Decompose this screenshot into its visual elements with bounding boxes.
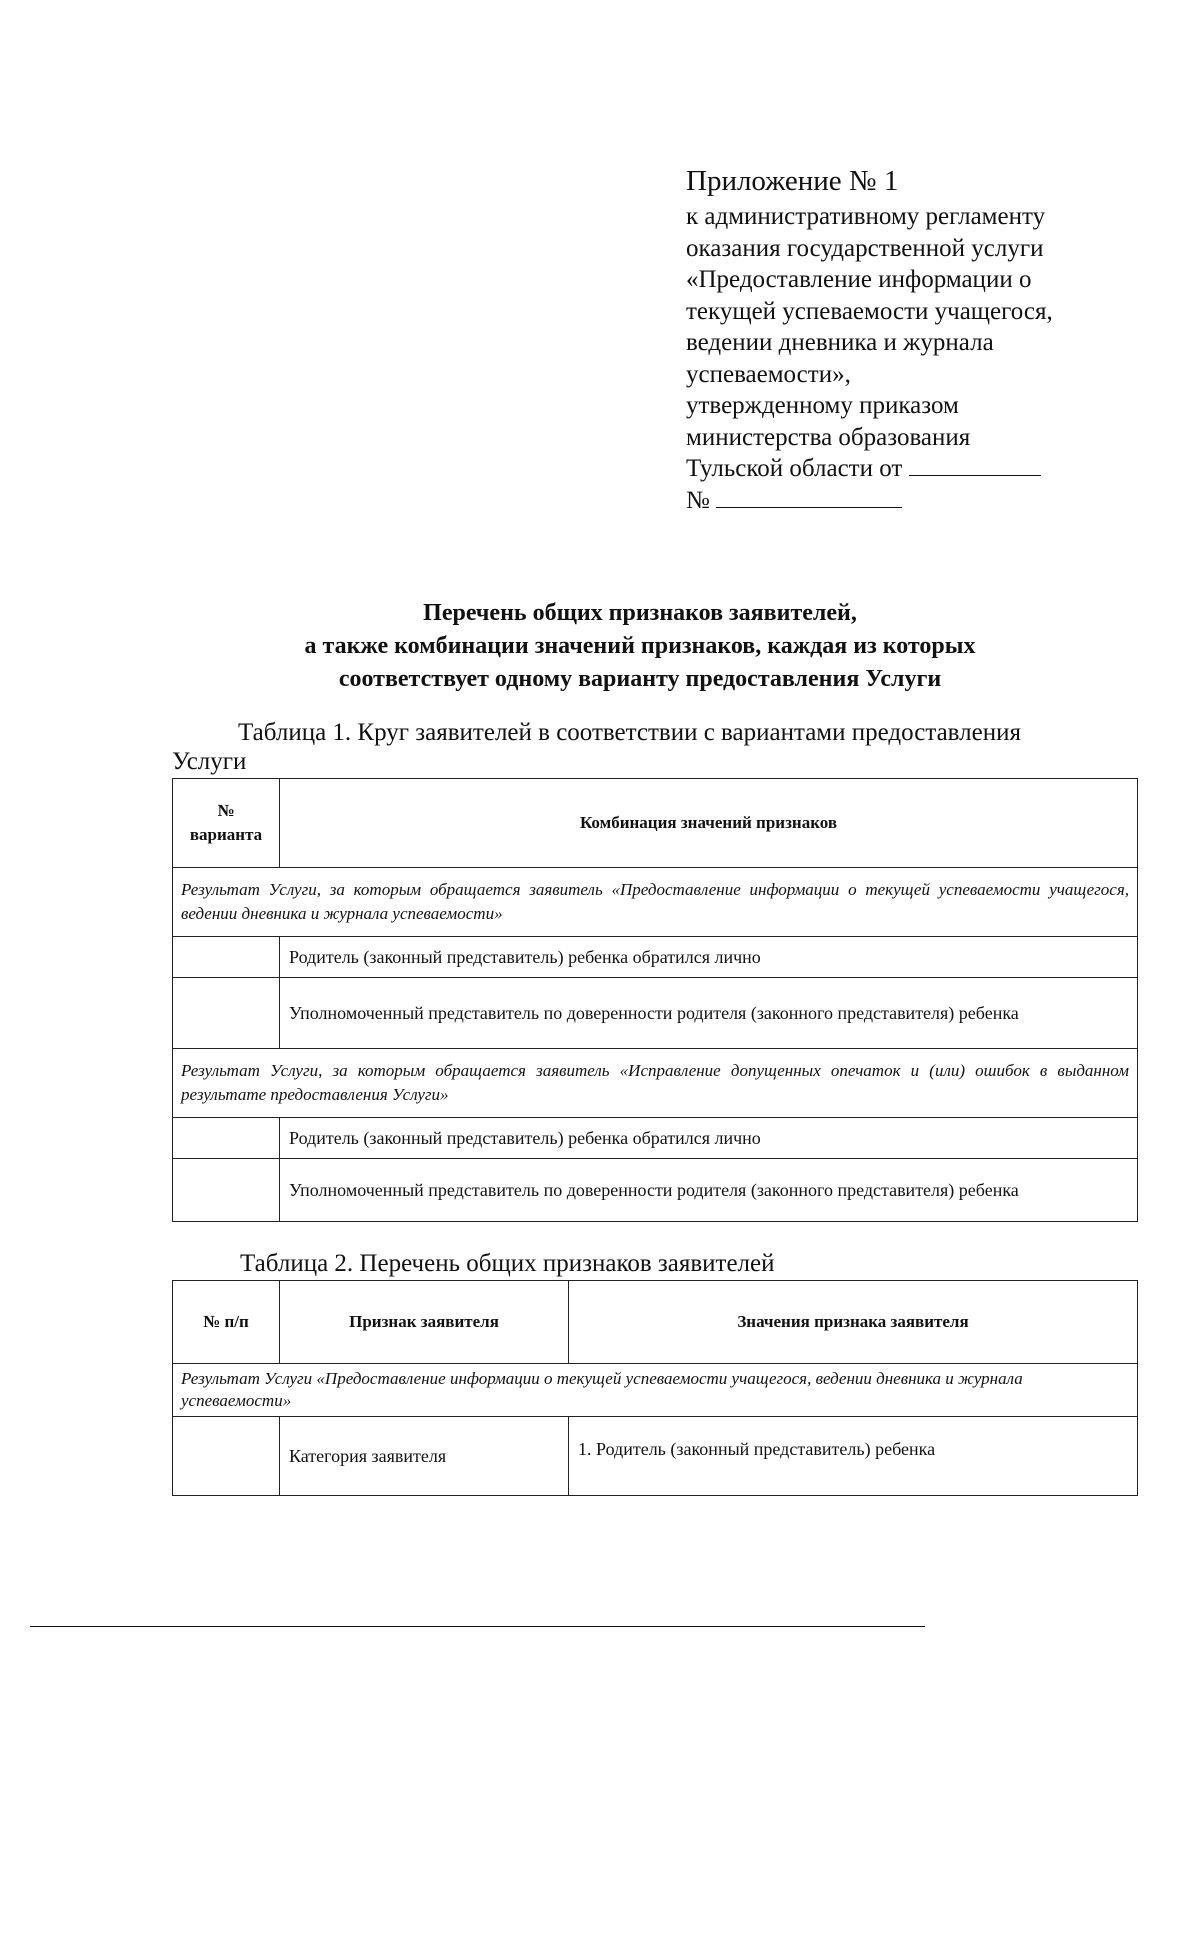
appendix-line: текущей успеваемости учащегося, xyxy=(686,297,1053,325)
document-heading xyxy=(150,597,1130,696)
table1-caption xyxy=(172,718,1112,776)
appendix-line: «Предоставление информации о xyxy=(686,266,1032,293)
appendix-title: Приложение № 1 xyxy=(686,165,899,197)
group-row xyxy=(173,868,1138,937)
table-header-row xyxy=(173,779,1138,868)
header-attribute-values: Значения признака заявителя xyxy=(569,1281,1138,1364)
table1-caption-line: Услуги xyxy=(172,748,247,775)
table-row xyxy=(173,1159,1138,1222)
combination-cell: Уполномоченный представитель по доверенности родителя (законного представителя) ребенка xyxy=(280,1159,1138,1222)
header-attribute: Признак заявителя xyxy=(280,1281,569,1364)
heading-line: а также комбинации значений признаков, каждая из которых xyxy=(304,633,976,659)
table-header-row xyxy=(173,1281,1138,1364)
date-blank xyxy=(909,453,1041,476)
heading-line: Перечень общих признаков заявителей, xyxy=(423,600,857,626)
variant-number-cell xyxy=(173,937,280,978)
appendix-line: министерства образования xyxy=(686,423,971,451)
group-row xyxy=(173,1049,1138,1118)
attribute-cell: Категория заявителя xyxy=(280,1417,569,1496)
table2-caption: Таблица 2. Перечень общих признаков заявителей xyxy=(240,1250,775,1277)
group-title: Результат Услуги, за которым обращается заявитель «Предоставление информации о текущей успеваемости учащегося, ведении дневника и журнала успеваемости» xyxy=(173,868,1138,937)
appendix-date-line xyxy=(686,453,1166,485)
group-row xyxy=(173,1364,1138,1417)
appendix-line: ведении дневника и журнала xyxy=(686,329,994,356)
number-blank xyxy=(716,485,902,508)
appendix-line: утвержденному приказом xyxy=(686,392,959,419)
header-combination: Комбинация значений признаков xyxy=(280,779,1138,868)
appendix-line: успеваемости», xyxy=(686,360,851,388)
table1-applicant-variants xyxy=(172,778,1138,1222)
combination-cell: Уполномоченный представитель по доверенности родителя (законного представителя) ребенка xyxy=(280,978,1138,1049)
table-row xyxy=(173,937,1138,978)
appendix-number-line xyxy=(686,485,1166,517)
header-variant-number: № варианта xyxy=(173,779,280,868)
row-number-cell xyxy=(173,1417,280,1496)
appendix-line: оказания государственной услуги xyxy=(686,234,1044,262)
appendix-block xyxy=(686,163,1166,516)
variant-number-cell xyxy=(173,1159,280,1222)
appendix-line: к административному регламенту xyxy=(686,203,1046,230)
table1-caption-line: Таблица 1. Круг заявителей в соответствии с вариантами предоставления xyxy=(238,719,1021,746)
variant-number-cell xyxy=(173,978,280,1049)
header-row-number: № п/п xyxy=(173,1281,280,1364)
footnote-divider xyxy=(30,1626,925,1627)
heading-line: соответствует одному варианту предоставления Услуги xyxy=(338,666,942,692)
attribute-value-cell: 1. Родитель (законный представитель) ребенка xyxy=(569,1417,1138,1496)
group-title: Результат Услуги «Предоставление информации о текущей успеваемости учащегося, ведении дневника и журнала успеваемости» xyxy=(173,1364,1138,1417)
table-row xyxy=(173,978,1138,1049)
group-title: Результат Услуги, за которым обращается заявитель «Исправление допущенных опечаток и (или) ошибок в выданном результате предоставления Услуги» xyxy=(173,1049,1138,1118)
appendix-date-label: Тульской области от xyxy=(686,455,903,482)
appendix-number-label: № xyxy=(686,486,710,514)
combination-cell: Родитель (законный представитель) ребенка обратился лично xyxy=(280,1118,1138,1159)
table-row xyxy=(173,1417,1138,1496)
table-row xyxy=(173,1118,1138,1159)
table2-applicant-attributes xyxy=(172,1280,1138,1496)
variant-number-cell xyxy=(173,1118,280,1159)
combination-cell: Родитель (законный представитель) ребенка обратился лично xyxy=(280,937,1138,978)
